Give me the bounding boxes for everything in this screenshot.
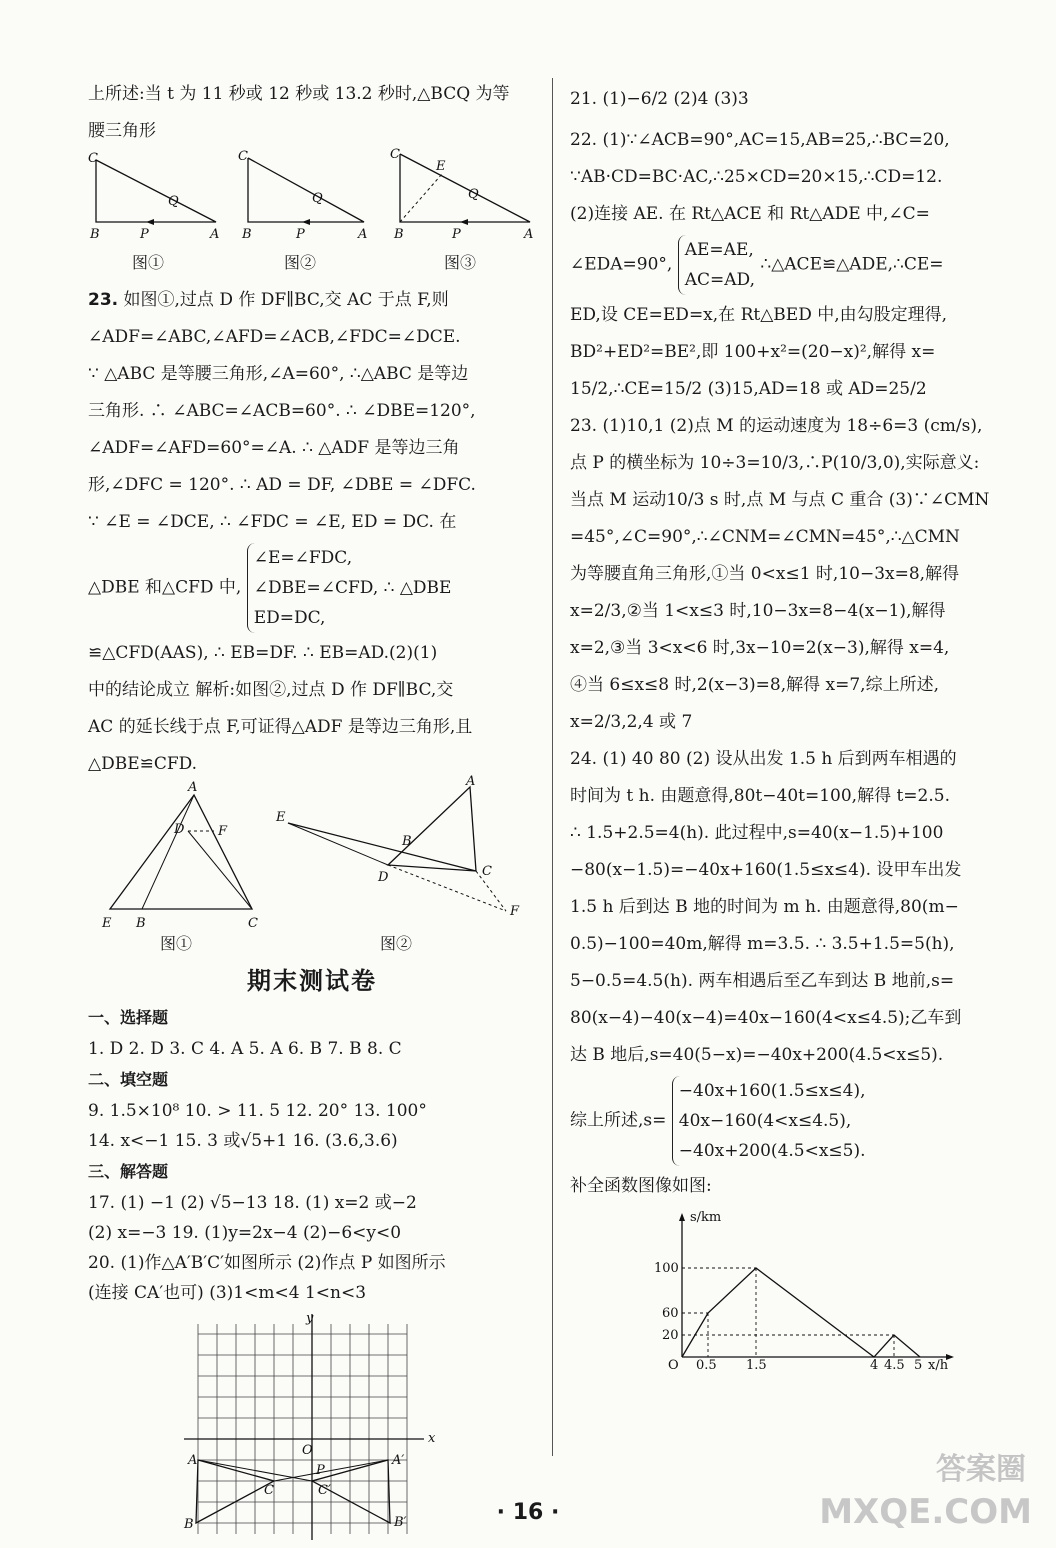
y-tick-100: 100	[654, 1261, 679, 1276]
svg-text:C: C	[88, 151, 98, 166]
figure-2	[238, 150, 378, 250]
svg-text:C: C	[390, 147, 400, 162]
x-axis-label: x/h	[928, 1358, 949, 1373]
y-axis-label: s/km	[690, 1210, 722, 1225]
question-23-left: 23. 如图①,过点 D 作 DF∥BC,交 AC 于点 F,则 ∠ADF=∠ABC,∠AFD=∠ACB,∠FDC=∠DCE. ∵ △ABC 是等腰三角形,∠A=60°, ∴△ABC 是等边 三角形. ∴ ∠ABC=∠ACB=60°. ∴ ∠DBE=120°, ∠ADF=∠AFD=60°=∠A. ∴ △ADF 是等边三角 形,∠DFC = 120°. ∴ AD = DF, ∠DBE = ∠DFC. ∵ ∠E = ∠DCE, ∴ ∠FDC = ∠E, ED = DC. 在	[88, 290, 476, 532]
brace-system: ∠EDA=90°, AE=AE, AC=AD, ∴△ACE≌△ADE,∴CE=	[570, 235, 1020, 295]
svg-text:Q: Q	[168, 194, 179, 209]
svg-text:P: P	[316, 1463, 325, 1478]
fill-answers-1: 9. 1.5×10⁸ 10. > 11. 5 12. 20° 13. 100°	[88, 1101, 427, 1121]
svg-text:C: C	[482, 864, 492, 879]
triangle-figure-2	[270, 774, 530, 933]
exam-title: 期末测试卷	[247, 967, 377, 995]
svg-text:O: O	[302, 1443, 313, 1458]
x-tick-4: 4	[870, 1358, 879, 1373]
svg-text:C: C	[248, 916, 258, 931]
svg-text:E: E	[276, 810, 286, 825]
x-tick-5: 5	[914, 1358, 923, 1373]
left-column	[88, 76, 536, 1548]
fill-answers-2: 14. x<−1 15. 3 或√5+1 16. (3.6,3.6)	[88, 1131, 398, 1151]
watermark-logo: 答案圈	[936, 1452, 1026, 1487]
answer-18-19: (2) x=−3 19. (1)y=2x−4 (2)−6<y<0	[88, 1223, 402, 1243]
figure-3	[390, 147, 536, 250]
section-heading: 二、填空题	[88, 1070, 169, 1089]
figure-row-2	[88, 774, 536, 955]
question-23-right: 23. (1)10,1 (2)点 M 的运动速度为 18÷6=3 (cm/s), 点 P 的横坐标为 10÷3=10/3,∴P(10/3,0),实际意义: 当点 M 运动10/3 s 时,点 M 与点 C 重合 (3)∵∠CMN =45°,∠C=90°,∴∠CNM=∠CMN=45°,∴△CMN 为等腰直角三角形,①当 0<x≤1 时,10−3x=8,解得 x=2/3,②当 1<x≤3 时,10−3x=8−4(x−1),解得 x=2,③当 3<x<6 时,3x−10=2(x−3),解得 x=4, ④当 6≤x≤8 时,2(x−3)=8,解得 x=7,综上所述, x=2/3,2,4 或 7	[570, 416, 990, 732]
piecewise-function: 综上所述,s= −40x+160(1.5≤x≤4), 40x−160(4<x≤4.5), −40x+200(4.5<x≤5).	[570, 1076, 1020, 1166]
answer-20b: (连接 CA′也可) (3)1<m<4 1<n<3	[88, 1283, 367, 1303]
column-divider	[552, 78, 553, 1456]
svg-text:P: P	[452, 227, 461, 242]
figure-row-1	[88, 147, 536, 282]
section-heading: 一、选择题	[88, 1008, 169, 1027]
svg-text:C: C	[238, 149, 248, 164]
svg-text:B: B	[136, 916, 146, 931]
origin-label: O	[668, 1358, 679, 1373]
svg-text:A: A	[358, 227, 368, 242]
figure-caption: 图③	[444, 253, 477, 272]
function-graph	[654, 1209, 962, 1373]
svg-text:Q: Q	[312, 191, 323, 206]
brace-system: △DBE 和△CFD 中, ∠E=∠FDC, ∠DBE=∠CFD, ∴ △DBE ED=DC,	[88, 543, 536, 633]
svg-text:D: D	[378, 870, 389, 885]
svg-text:B′: B′	[394, 1515, 407, 1530]
svg-text:P: P	[296, 227, 305, 242]
figure-1	[88, 150, 228, 250]
svg-text:A: A	[188, 780, 198, 795]
svg-text:B: B	[90, 227, 100, 242]
answer-17-18: 17. (1) −1 (2) √5−13 18. (1) x=2 或−2	[88, 1193, 417, 1213]
page-number: · 16 ·	[496, 1500, 560, 1525]
svg-text:C: C	[264, 1483, 274, 1498]
svg-text:P: P	[140, 227, 149, 242]
question-22-cont: ED,设 CE=ED=x,在 Rt△BED 中,由勾股定理得, BD²+ED²=BE²,即 100+x²=(20−x)²,解得 x= 15/2,∴CE=15/2 (3)15,AD=18 或 AD=25/2	[570, 305, 948, 399]
svg-text:B: B	[242, 227, 252, 242]
graph-caption: 补全函数图像如图:	[570, 1176, 712, 1196]
svg-text:x: x	[428, 1431, 436, 1446]
svg-text:B: B	[394, 227, 404, 242]
svg-text:D: D	[174, 822, 185, 837]
svg-text:A: A	[210, 227, 220, 242]
figure-caption: 图①	[132, 253, 165, 272]
svg-text:A′: A′	[392, 1453, 405, 1468]
right-column	[570, 76, 1020, 1373]
svg-text:C′: C′	[318, 1483, 331, 1498]
svg-text:y: y	[306, 1311, 314, 1326]
svg-text:A: A	[188, 1453, 198, 1468]
choice-answers: 1. D 2. D 3. C 4. A 5. A 6. B 7. B 8. C	[88, 1039, 402, 1059]
question-24: 24. (1) 40 80 (2) 设从出发 1.5 h 后到两车相遇的 时间为 t h. 由题意得,80t−40t=100,解得 t=2.5. ∴ 1.5+2.5=4(h). 此过程中,s=40(x−1.5)+100 −80(x−1.5)=−40x+160(1.5≤x≤4). 设甲车出发 1.5 h 后到达 B 地的时间为 m h. 由题意得,80(m− 0.5)−100=40m,解得 m=3.5. ∴ 3.5+1.5=5(h), 5−0.5=4.5(h). 两车相遇后至乙车到达 B 地前,s= 80(x−4)−40(x−4)=40x−160(4<x≤4.5);乙车到 达 B 地后,s=40(5−x)=−40x+200(4.5<x≤5).	[570, 749, 962, 1065]
x-tick-1.5: 1.5	[746, 1358, 767, 1373]
svg-text:E: E	[436, 159, 446, 174]
y-tick-20: 20	[662, 1328, 679, 1343]
section-heading: 三、解答题	[88, 1162, 169, 1181]
svg-text:B: B	[402, 834, 412, 849]
answer-20a: 20. (1)作△A′B′C′如图所示 (2)作点 P 如图所示	[88, 1253, 446, 1273]
svg-text:A: A	[524, 227, 534, 242]
x-tick-4.5: 4.5	[884, 1358, 905, 1373]
svg-text:E: E	[102, 916, 112, 931]
question-22: 22. (1)∵∠ACB=90°,AC=15,AB=25,∴BC=20, ∵AB·CD=BC·AC,∴25×CD=20×15,∴CD=12. (2)连接 AE. 在 Rt△ACE 和 Rt△ADE 中,∠C=	[570, 130, 950, 224]
svg-text:F: F	[218, 824, 228, 839]
svg-text:F: F	[510, 904, 520, 919]
figure-caption: 图①	[160, 934, 193, 953]
figure-caption: 图②	[380, 934, 413, 953]
question-23-conclusion: ≌△CFD(AAS), ∴ EB=DF. ∴ EB=AD.(2)(1) 中的结论成立 解析:如图②,过点 D 作 DF∥BC,交 AC 的延长线于点 F,可证得△ADF 是等边三角形,且 △DBE≌CFD.	[88, 643, 473, 774]
y-tick-60: 60	[662, 1306, 679, 1321]
question-21: 21. (1)−6/2 (2)4 (3)3	[570, 89, 749, 109]
intro-paragraph: 上所述:当 t 为 11 秒或 12 秒或 13.2 秒时,△BCQ 为等 腰三角形	[88, 84, 510, 141]
figure-caption: 图②	[284, 253, 317, 272]
svg-text:B: B	[184, 1517, 194, 1532]
svg-text:Q: Q	[468, 187, 479, 202]
x-tick-0.5: 0.5	[696, 1358, 717, 1373]
svg-text:A: A	[466, 774, 476, 789]
triangle-figure-1	[98, 780, 268, 933]
watermark: MXQE.COM	[819, 1492, 1032, 1532]
